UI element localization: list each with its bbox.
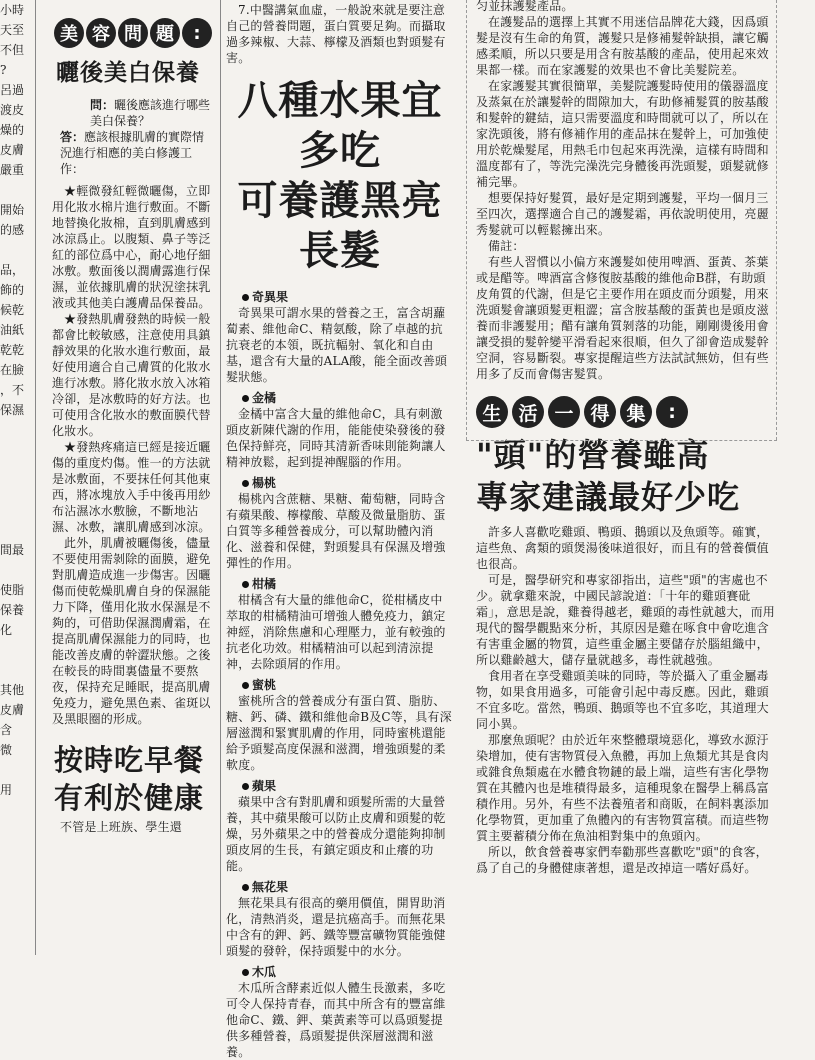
edge-text-line bbox=[0, 640, 32, 660]
column-divider bbox=[35, 0, 36, 955]
headline-line: 按時吃早餐 bbox=[54, 743, 205, 777]
note-text: 有些人習慣以小偏方來護髮如使用啤酒、蛋黃、茶葉或是醋等。啤酒富含修復胺基酸的維他命B群，有助頭皮角質的代謝，但是它主要作用在頭皮而分頭髮，用來洗頭髮會讓頭髮更粗澀；富含胺基酸的蛋黃也是頭皮滋養而非護髮用；醋有讓角質剝落的功能，剛剛燙後用會讓受損的髮幹變平滑看起來很順，但久了卻會造成髮幹空洞，容易斷裂。專家提醒這些方法試試無妨，但有些用多了反而會傷害髮質。 bbox=[476, 255, 769, 381]
badge-char: 集 bbox=[620, 396, 652, 428]
edge-text-line: 皮膚 bbox=[0, 143, 25, 157]
question bbox=[60, 97, 214, 129]
edge-text-line: 化 bbox=[0, 623, 13, 637]
edge-text-line: 用 bbox=[0, 783, 13, 797]
bullet-dot bbox=[242, 969, 249, 976]
bullet-dot bbox=[242, 480, 249, 487]
fruit-section bbox=[226, 389, 454, 470]
paragraph: 在護髮品的選擇上其實不用迷信品牌花大錢，因爲頭髮是沒有生命的角質，護髮只是修補髮幹缺損，讓它觸感柔順，所以只要是用含有胺基酸的產品，使用起來效果都一樣。而在家護髮的效果也不會比美髮院差。 bbox=[476, 15, 769, 77]
edge-text-line bbox=[0, 520, 32, 540]
edge-text-line bbox=[0, 440, 32, 460]
edge-text-line: 保養 bbox=[0, 603, 25, 617]
answer bbox=[60, 129, 214, 177]
edge-text-line: 其他 bbox=[0, 683, 25, 697]
note-label: 備註： bbox=[488, 239, 525, 253]
edge-text-line: 渡皮 bbox=[0, 103, 25, 117]
fruit-section bbox=[226, 963, 454, 1060]
section-text: 柑橘含有大量的維他命C，從柑橘皮中萃取的柑橘精油可增強人體免疫力，鎮定神經，消除焦慮和心理壓力，並有較強的抗老化功效。柑橘精油可以起到清涼提神，去除頭屑的作用。 bbox=[226, 593, 446, 671]
dashed-divider bbox=[466, 0, 467, 440]
edge-text-line: 在臉 bbox=[0, 363, 25, 377]
edge-text-line: 嚴重 bbox=[0, 163, 25, 177]
answer-label: 答： bbox=[60, 130, 85, 144]
edge-text-line: 開始 bbox=[0, 203, 25, 217]
fruit-section bbox=[226, 575, 454, 672]
cut-off-text: 不管是上班族、學生還 bbox=[60, 820, 183, 834]
section-text: 金橘中富含大量的維他命C，具有刺激頭皮新陳代謝的作用，能能使染發後的發色保持鮮亮，同時其清新香味則能夠讓人精神放鬆，起到提神醒腦的作用。 bbox=[226, 407, 446, 469]
paragraph: ★輕微發紅輕微曬傷，立即用化妝水棉片進行敷面。不斷地替換化妝棉，直到肌膚感到冰涼爲止。以腹類、鼻子等泛紅的部位爲中心，耐心地仔細冰敷。敷面後以潤膚露進行保濕，並依據肌膚的狀況塗抹乳液或其他美白護膚品保養品。 bbox=[52, 184, 211, 310]
article-subtitle: 曬後美白保養 bbox=[56, 60, 200, 86]
paragraph: 在家護髮其實很簡單，美髮院護髮時使用的儀器溫度及蒸氣在於讓髮幹的間隙加大，有助修補髮質的胺基酸和髮幹的鍵結，這只需要溫度和時間就可以了，所以在家洗頭後，將有修補作用的產品抹在髮幹上，可加強使用於乾燥髮尾，用熱毛巾包起來再洗澡，這樣有時間和溫度都有了，等洗完澡洗完身體後再洗頭髮，頭髮就修補完畢。 bbox=[476, 79, 769, 189]
intro-paragraph: 7.中醫講氣血虛，一般說來就是要注意自己的營養問題，蛋白質要足夠。而攝取過多辣椒、大蒜、檸檬及酒類也對頭髮有害。 bbox=[226, 3, 446, 65]
section-title: 蜜桃 bbox=[252, 678, 277, 692]
edge-text-line bbox=[0, 500, 32, 520]
paragraph: ★發熱疼痛這已經是接近曬傷的重度灼傷。惟一的方法就是冰敷面，不要抹任何其他東西，將冰塊放入手中後再用紗布沾濕冰水敷臉，不斷地沾濕、冰敷，讓肌膚感到冰涼。 bbox=[52, 440, 211, 534]
edge-text-line: 呂過 bbox=[0, 83, 25, 97]
section-title: 無花果 bbox=[252, 880, 289, 894]
paragraph: 那麼魚頭呢？由於近年來整體環境惡化，導致水源汙染增加，使有害物質侵入魚體，再加上魚類尤其是食肉或雜食魚類處在水體食物鏈的最上端，這些有害化學物質在其體內也是堆積得最多，這種現象在醫學上稱爲富積作用。另外，有些不法養殖者和商販，在飼料裏添加化學物質，更加重了魚體內的有害物質富積。而這些物質主要蓄積分佈在魚油相對集中的魚頭內。 bbox=[476, 733, 769, 843]
edge-text-line: 乾乾 bbox=[0, 343, 25, 357]
beauty-qa-column bbox=[46, 0, 214, 955]
edge-text-line: 保濕 bbox=[0, 403, 25, 417]
edge-text-line bbox=[0, 420, 32, 440]
bullet-dot bbox=[242, 682, 249, 689]
badge-char: 問 bbox=[118, 18, 148, 48]
section-text: 木瓜所含酵素近似人體生長激素，多吃可令人保持青春，而其中所含有的豐富維他命C、鐵、鉀、葉黃素等可以爲頭髮提供多種營養，爲頭髮提供深層滋潤和滋養。 bbox=[226, 981, 446, 1059]
edge-text-line bbox=[0, 180, 32, 200]
badge-char: 一 bbox=[548, 396, 580, 428]
edge-column bbox=[0, 0, 32, 955]
headline-line: "頭"的營養雖高 bbox=[476, 436, 710, 474]
section-title: 金橘 bbox=[252, 391, 277, 405]
edge-text-line bbox=[0, 560, 32, 580]
edge-text-line bbox=[0, 460, 32, 480]
edge-text-line bbox=[0, 240, 32, 260]
fruit-sections bbox=[226, 288, 454, 1060]
section-title: 奇異果 bbox=[252, 290, 289, 304]
beauty-question-badge bbox=[54, 18, 214, 48]
edge-text-line: 含 bbox=[0, 723, 13, 737]
edge-text-line: ? bbox=[0, 63, 7, 77]
hair-care-column bbox=[476, 0, 776, 955]
bullet-dot bbox=[242, 581, 249, 588]
edge-text-line: 小時 bbox=[0, 3, 25, 17]
edge-text-line: 燥的 bbox=[0, 123, 25, 137]
paragraph: 想要保持好髮質，最好是定期到護髮，平均一個月三至四次，選擇適合自己的護髮霜，再依說明使用，亮麗秀髮就可以輕鬆擁出來。 bbox=[476, 191, 769, 237]
paragraph: ★發熱肌膚發熱的時候一般都會比較敏感，注意使用具鎮靜效果的化妝水進行敷面，最好使用適合自己膚質的化妝水進行冰敷。將化妝水放入冰箱冷卻，是冰敷時的好方法。也可使用含化妝水的敷面膜代替化妝水。 bbox=[52, 312, 211, 438]
edge-text-line: 的感 bbox=[0, 223, 25, 237]
question-label: 問： bbox=[90, 98, 115, 112]
badge-char: 容 bbox=[86, 18, 116, 48]
column-divider bbox=[220, 0, 221, 955]
breakfast-headline bbox=[54, 741, 214, 817]
edge-text-line: 不但 bbox=[0, 43, 25, 57]
paragraph: 食用者在享受雞頭美味的同時，等於攝入了重金屬毒物，如果食用過多，可能會引起中毒反應。因此，雞頭不宜多吃。當然，鴨頭、鵝頭等也不宜多吃，其道理大同小異。 bbox=[476, 669, 769, 731]
section-title: 木瓜 bbox=[252, 965, 277, 979]
edge-text-line bbox=[0, 760, 32, 780]
section-text: 奇異果可謂水果的營養之王，富含胡蘿蔔素、維他命C、精氨酸，除了卓越的抗抗衰老的本領，既抗輻射、氧化和自由基，還含有大量的ALA酸，能全面改善頭髮狀態。 bbox=[226, 306, 448, 384]
fruit-hair-column bbox=[226, 0, 454, 1059]
answer-text: 應該根據肌膚的實際情況進行相應的美白修護工作： bbox=[60, 130, 205, 176]
fruit-section bbox=[226, 777, 454, 874]
paragraph: 許多人喜歡吃雞頭、鴨頭、鵝頭以及魚頭等。確實，這些魚、禽類的頭煲湯後味道很好，而且有的營養價值也很高。 bbox=[476, 525, 769, 571]
headline-line: 有利於健康 bbox=[54, 781, 205, 815]
dashed-divider bbox=[466, 440, 777, 441]
section-text: 楊桃內含蔗糖、果糖、葡萄糖，同時含有蘋果酸、檸檬酸、草酸及微量脂肪、蛋白質等多種營養成分，可以幫助體內消化、滋養和保健，對頭髮具有保濕及增強彈性的作用。 bbox=[226, 492, 446, 570]
edge-text-line bbox=[0, 480, 32, 500]
badge-char: 美 bbox=[54, 18, 84, 48]
section-text: 無花果具有很高的藥用價值，開胃助消化，清熱消炎，還是抗癌高手。而無花果中含有的鉀、鈣、鐵等豐富礦物質能強健頭髮的發幹，保持頭髮中的水分。 bbox=[226, 896, 446, 958]
headline-line: 八種水果宜多吃 bbox=[237, 78, 443, 174]
edge-text-line: 天至 bbox=[0, 23, 25, 37]
badge-char: : bbox=[656, 396, 688, 428]
edge-text-line: ，不 bbox=[0, 383, 25, 397]
edge-text-line: 飾的 bbox=[0, 283, 25, 297]
cut-off-text: 匀並抹護髮產品。 bbox=[476, 0, 574, 13]
edge-text-line bbox=[0, 660, 32, 680]
section-text: 蜜桃所含的營養成分有蛋白質、脂肪、糖、鈣、磷、鐵和維他命B及C等，具有深層滋潤和緊實肌膚的作用，同時蜜桃還能給予頭髮高度保濕和滋潤，增強頭髮的柔軟度。 bbox=[226, 694, 452, 772]
headline-line: 可養護黑亮長髮 bbox=[237, 178, 443, 274]
paragraph: 可是，醫學研究和專家卻指出，這些"頭"的害處也不少。就拿雞來說，中國民諺說道：「十年的雞頭賽砒霜」，意思是說，雞養得越老，雞頭的毒性就越大，而用現代的醫學觀點來分析，其原因是雞在啄食中會吃進含有害重金屬的物質，這些重金屬主要儲存於腦組織中，所以雞齡越大，儲存量就越多，毒性就越強。 bbox=[476, 573, 776, 667]
dashed-divider bbox=[776, 0, 777, 440]
bullet-dot bbox=[242, 395, 249, 402]
section-title: 柑橘 bbox=[252, 577, 277, 591]
fruit-section bbox=[226, 676, 454, 773]
head-nutrition-headline bbox=[476, 434, 776, 518]
life-tips-badge bbox=[476, 396, 776, 428]
paragraph: 所以，飲食營養專家們奉勸那些喜歡吃"頭"的食客，爲了自己的身體健康著想，還是改掉這一嗜好爲好。 bbox=[476, 845, 768, 875]
section-title: 蘋果 bbox=[252, 779, 277, 793]
badge-char: 活 bbox=[512, 396, 544, 428]
badge-char: 題 bbox=[150, 18, 180, 48]
headline-line: 專家建議最好少吃 bbox=[476, 478, 741, 516]
fruit-section bbox=[226, 474, 454, 571]
edge-text-line: 間最 bbox=[0, 543, 25, 557]
badge-char: 得 bbox=[584, 396, 616, 428]
paragraph: 此外，肌膚被曬傷後，儘量不要使用需剝除的面膜，避免對肌膚造成進一步傷害。因曬傷而使乾燥肌膚自身的保濕能力下降，僅用化妝水保濕是不夠的，可借助保濕潤膚霜，在提高肌膚保濕能力的同時，也能改善皮膚的幹澀狀態。之後在較長的時間裏儘量不要熬夜，保持充足睡眠，提高肌膚免疫力，避免黑色素、雀斑以及黑眼圈的形成。 bbox=[52, 536, 211, 726]
head-nutrition-body bbox=[476, 524, 776, 876]
bullet-dot bbox=[242, 884, 249, 891]
fruit-section bbox=[226, 288, 454, 385]
badge-char: : bbox=[182, 18, 212, 48]
bullet-dot bbox=[242, 783, 249, 790]
life-tips-header bbox=[476, 396, 776, 518]
hair-care-body bbox=[476, 14, 776, 382]
fruit-headline bbox=[226, 76, 454, 276]
edge-text-line: 微 bbox=[0, 743, 13, 757]
question-text: 曬後應該進行哪些美白保養？ bbox=[90, 98, 211, 128]
article-body bbox=[46, 183, 214, 727]
section-title: 楊桃 bbox=[252, 476, 277, 490]
fruit-section bbox=[226, 878, 454, 959]
bullet-dot bbox=[242, 294, 249, 301]
section-text: 蘋果中含有對肌膚和頭髮所需的大量營養，其中蘋果酸可以防止皮膚和頭髮的乾燥，另外蘋果之中的營養成分還能夠抑制頭皮屑的生長，有鎮定頭皮和止癢的功能。 bbox=[226, 795, 446, 873]
edge-text-line: 油紙 bbox=[0, 323, 25, 337]
edge-text-line: 候乾 bbox=[0, 303, 25, 317]
qa-block bbox=[60, 97, 214, 177]
badge-char: 生 bbox=[476, 396, 508, 428]
edge-text-line: 品， bbox=[0, 263, 25, 277]
edge-text-line: 皮膚 bbox=[0, 703, 25, 717]
edge-text-line: 使脂 bbox=[0, 583, 25, 597]
